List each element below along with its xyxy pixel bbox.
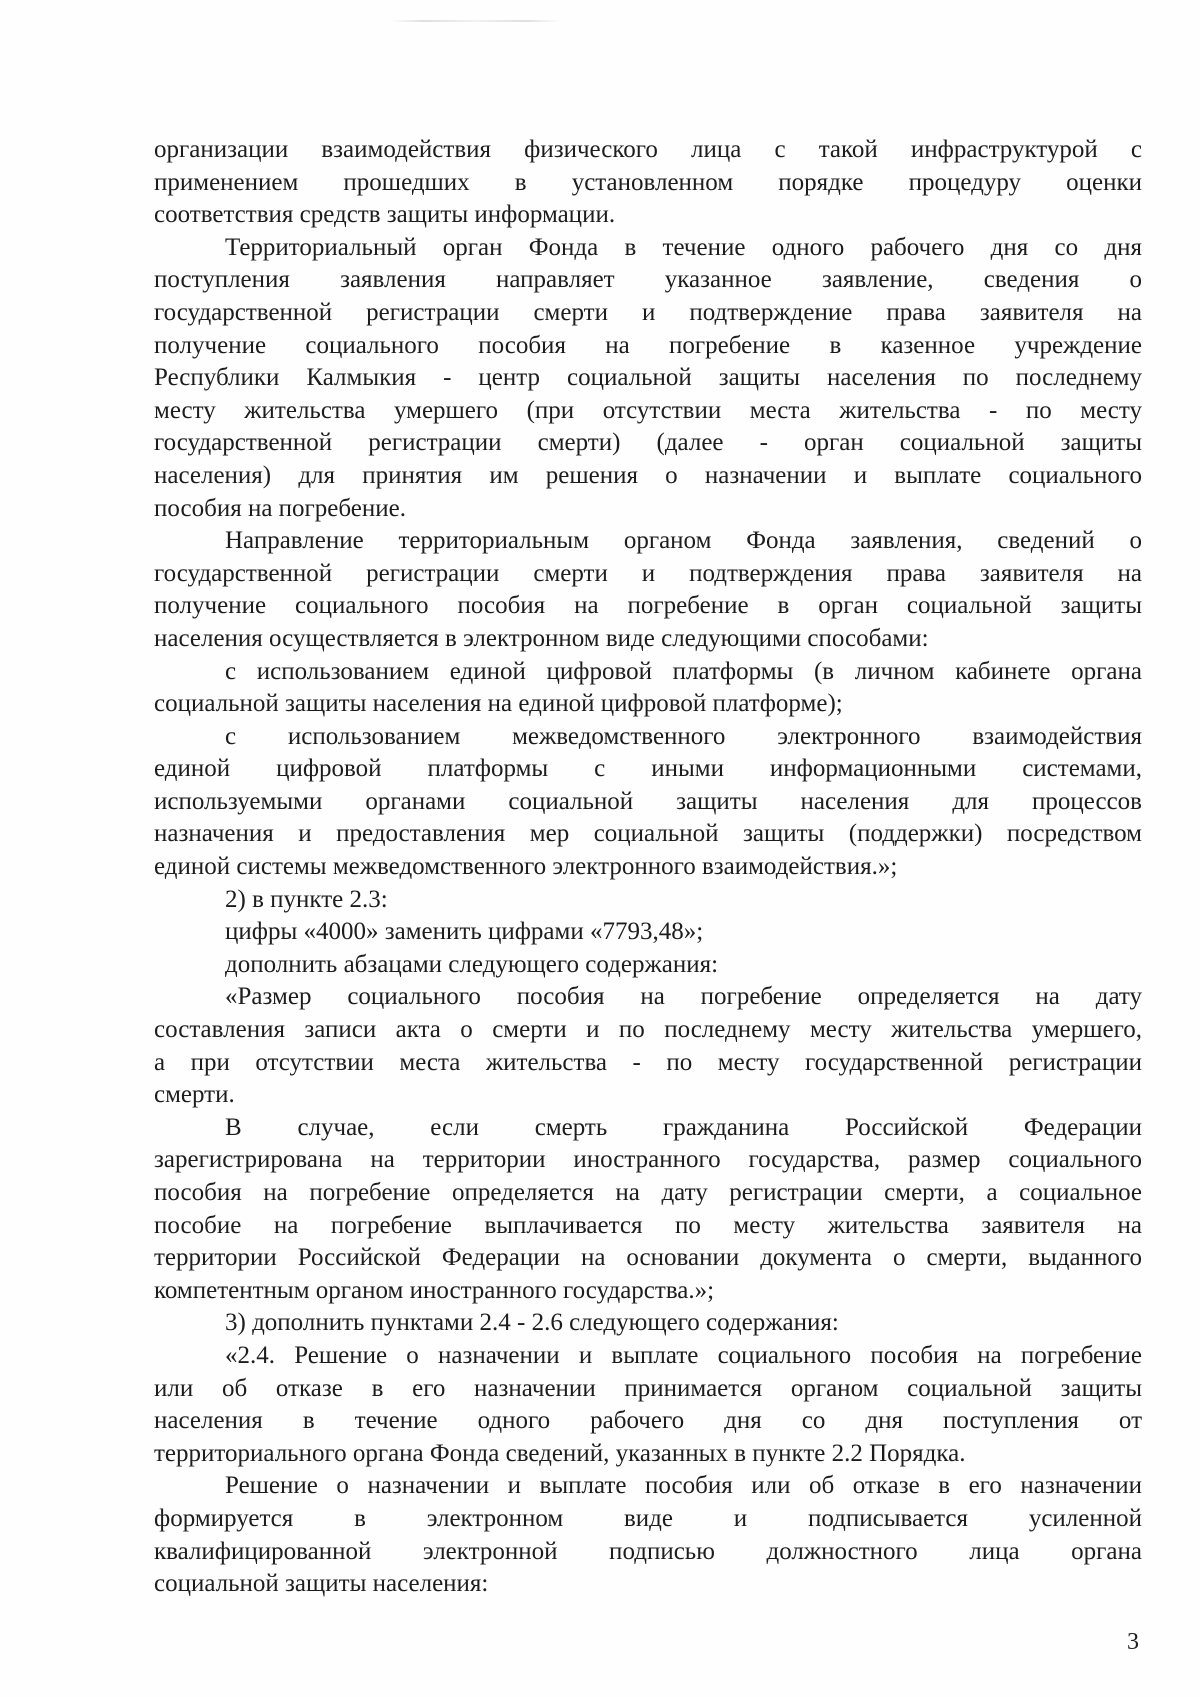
text-line: с использованием межведомственного электронного взаимодействия: [225, 722, 1142, 750]
text-line: В случае, если смерть гражданина Российской Федерации: [225, 1113, 1142, 1141]
text-line: Направление территориальным органом Фонда заявления, сведений о: [225, 527, 1142, 555]
scan-artifact: [390, 20, 560, 22]
text-line: 2) в пункте 2.3:: [225, 885, 388, 913]
text-line: а при отсутствии места жительства - по месту государственной регистрации: [154, 1048, 1142, 1076]
text-line: единой цифровой платформы с иными информационными системами,: [154, 755, 1142, 783]
text-line: «Размер социального пособия на погребение определяется на дату: [225, 983, 1142, 1011]
text-line: социальной защиты населения:: [154, 1570, 489, 1598]
text-line: составления записи акта о смерти и по последнему месту жительства умершего,: [154, 1016, 1142, 1044]
text-line: населения осуществляется в электронном виде следующими способами:: [154, 624, 929, 652]
text-line: «2.4. Решение о назначении и выплате социального пособия на погребение: [225, 1341, 1142, 1369]
text-line: пособия на погребение определяется на дату регистрации смерти, а социальное: [154, 1179, 1142, 1206]
text-line: государственной регистрации смерти) (далее - орган социальной защиты: [154, 429, 1142, 457]
text-line: цифры «4000» заменить цифрами «7793,48»;: [225, 918, 704, 946]
page-number: 3: [1127, 1629, 1139, 1655]
text-line: поступления заявления направляет указанное заявление, сведения о: [154, 266, 1142, 294]
text-line: 3) дополнить пунктами 2.4 - 2.6 следующего содержания:: [225, 1309, 839, 1337]
text-line: социальной защиты населения на единой цифровой платформе);: [154, 690, 843, 718]
text-line: смерти.: [154, 1081, 235, 1109]
text-line: или об отказе в его назначении принимается органом социальной защиты: [154, 1374, 1142, 1402]
text-line: территориального органа Фонда сведений, указанных в пункте 2.2 Порядка.: [154, 1439, 966, 1467]
text-line: используемыми органами социальной защиты населения для процессов: [154, 787, 1142, 815]
text-line: зарегистрирована на территории иностранного государства, размер социального: [154, 1146, 1142, 1174]
text-line: населения в течение одного рабочего дня со дня поступления от: [154, 1407, 1142, 1435]
text-line: государственной регистрации смерти и подтверждения права заявителя на: [154, 559, 1142, 587]
text-line: Решение о назначении и выплате пособия или об отказе в его назначении: [225, 1472, 1142, 1500]
text-line: формируется в электронном виде и подписывается усиленной: [154, 1504, 1142, 1532]
text-line: единой системы межведомственного электронного взаимодействия.»;: [154, 853, 898, 881]
text-line: населения) для принятия им решения о назначении и выплате социального: [154, 461, 1142, 489]
text-line: с использованием единой цифровой платформы (в личном кабинете органа: [225, 657, 1142, 685]
text-line: государственной регистрации смерти и подтверждение права заявителя на: [154, 298, 1142, 326]
text-line: компетентным органом иностранного государства.»;: [154, 1276, 715, 1304]
text-line: применением прошедших в установленном порядке процедуру оценки: [154, 168, 1142, 196]
text-line: получение социального пособия на погребение в орган социальной защиты: [154, 592, 1142, 620]
body-text: [154, 134, 1142, 1601]
text-line: пособия на погребение.: [154, 494, 406, 522]
text-line: Территориальный орган Фонда в течение одного рабочего дня со дня: [225, 233, 1142, 261]
text-line: организации взаимодействия физического лица с такой инфраструктурой с: [154, 136, 1142, 163]
text-line: квалифицированной электронной подписью должностного лица органа: [154, 1537, 1142, 1565]
text-line: получение социального пособия на погребение в казенное учреждение: [154, 331, 1142, 359]
text-line: назначения и предоставления мер социальной защиты (поддержки) посредством: [154, 820, 1142, 848]
text-line: дополнить абзацами следующего содержания:: [225, 950, 719, 978]
text-line: пособие на погребение выплачивается по месту жительства заявителя на: [154, 1211, 1142, 1239]
text-line: соответствия средств защиты информации.: [154, 201, 616, 229]
text-line: территории Российской Федерации на основании документа о смерти, выданного: [154, 1244, 1142, 1272]
text-line: месту жительства умершего (при отсутствии места жительства - по месту: [154, 396, 1142, 424]
text-line: Республики Калмыкия - центр социальной защиты населения по последнему: [154, 364, 1142, 392]
